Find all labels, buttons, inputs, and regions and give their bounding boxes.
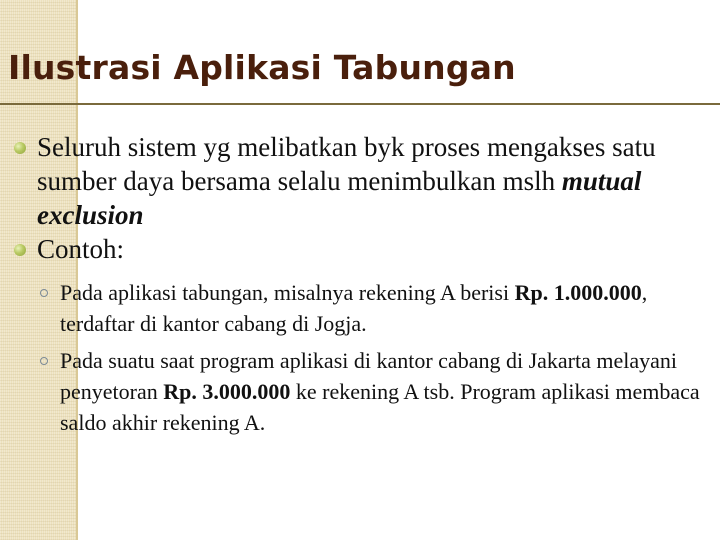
sub-bullet-2-amount: Rp. 3.000.000 — [163, 379, 291, 404]
sub-bullet-1 — [40, 277, 704, 339]
bullet-1-emphasis: mutual exclusion — [37, 166, 642, 230]
ring-bullet-icon — [40, 289, 48, 297]
slide-title: Ilustrasi Aplikasi Tabungan — [8, 48, 516, 87]
title-underline — [0, 103, 720, 105]
sub-bullet-2-text-after: ke rekening A tsb. Program aplikasi membaca saldo akhir rekening A. — [60, 379, 700, 435]
sub-bullet-2 — [40, 345, 704, 438]
bullet-2-text: Contoh: — [37, 234, 125, 264]
sub-bullet-1-text-after: , terdaftar di kantor cabang di Jogja. — [60, 280, 648, 336]
bullet-dot-icon — [14, 142, 26, 154]
sub-bullet-1-amount: Rp. 1.000.000 — [514, 280, 642, 305]
bullet-1-text: Seluruh sistem yg melibatkan byk proses mengakses satu sumber daya bersama selalu menimbulkan mslh — [37, 132, 656, 196]
bullet-2 — [14, 232, 704, 266]
sub-bullet-list — [14, 277, 704, 438]
ring-bullet-icon — [40, 357, 48, 365]
bullet-dot-icon — [14, 244, 26, 256]
slide-content — [14, 130, 704, 444]
bullet-1 — [14, 130, 704, 232]
sub-bullet-1-text-before: Pada aplikasi tabungan, misalnya rekening A berisi — [60, 280, 515, 305]
sub-bullet-2-text-before: Pada suatu saat program aplikasi di kantor cabang di Jakarta melayani penyetoran — [60, 348, 678, 404]
